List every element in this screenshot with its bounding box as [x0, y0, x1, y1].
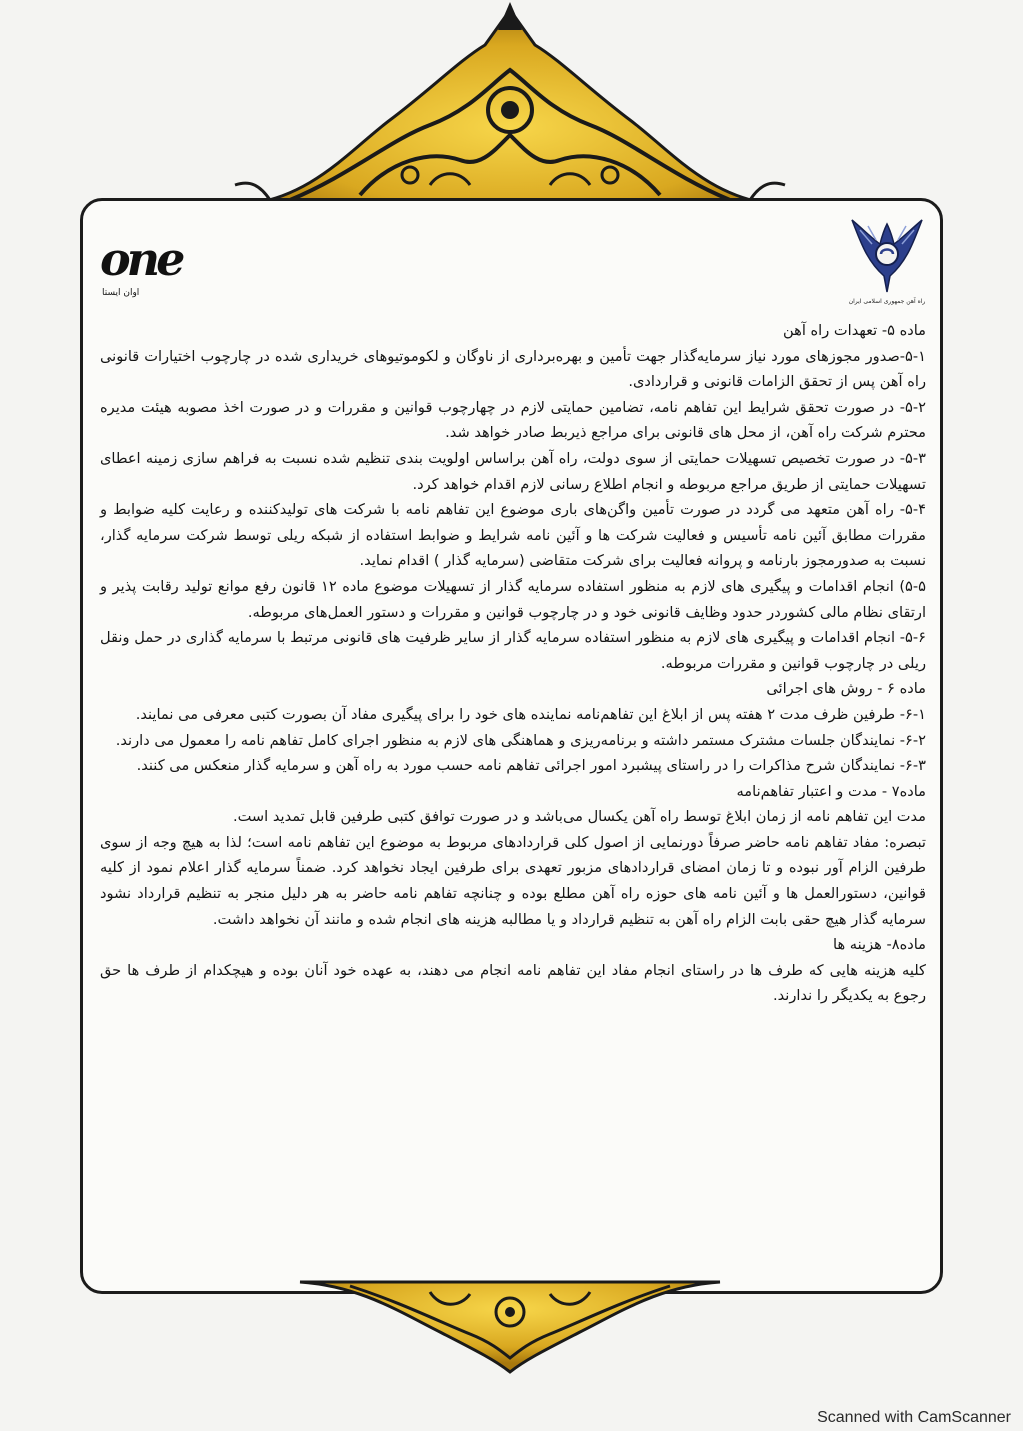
brand-logo-latin: one [100, 232, 182, 286]
winged-emblem-icon [846, 210, 928, 296]
document-body [100, 318, 926, 1009]
clause-6-1: ۶-۱- طرفین ظرف مدت ۲ هفته پس از ابلاغ این تفاهم‌نامه نماینده های خود را برای پیگیری مفاد آن بصورت کتبی معرفی می نمایند. [135, 705, 926, 723]
clause-5-1: ۵-۱-صدور مجوزهای مورد نیاز سرمایه‌گذار جهت تأمین و بهره‌برداری از ناوگان و لکوموتیوهای خریداری شده در چارچوب اختیارات قانونی راه آهن پس از تحقق الزامات قانونی و قراردادی. [100, 347, 926, 391]
clause-5-3: ۵-۳- در صورت تخصیص تسهیلات حمایتی از سوی دولت، راه آهن براساس اولویت بندی تنظیم شده نسبت به فراهم سازی زمینه اعطای تسهیلات حمایتی از طریق مراجع مربوطه و انجام اطلاع رسانی لازم اقدام خواهد کرد. [100, 449, 926, 493]
ornament-top-icon [230, 0, 790, 225]
article-7-note: تبصره: مفاد تفاهم نامه حاضر صرفاً دورنمایی از اصول کلی قراردادهای مربوط به موضوع این تفاهم نامه است؛ لذا به هیچ وجه از سوی طرفین الزام آور نبوده و تا زمان امضای قراردادهای مزبور تعهدی برای طرفین ایجاد نخواهد کرد. ضمناً سرمایه گذار اعلام نمود از کلیه قوانین، دستورالعمل ها و آئین نامه های حوزه راه آهن مطلع بوده و چنانچه تفاهم نامه حاضر به هر دلیل منجر به تنظیم قرارداد نشود سرمایه گذار هیچ حقی بابت الزام راه آهن به تنظیم قرارداد و یا مطالبه هزینه های انجام شده و مانند آن نخواهد داشت. [100, 833, 926, 928]
article-7-text: مدت این تفاهم نامه از زمان ابلاغ توسط راه آهن یکسال می‌باشد و در صورت توافق کتبی طرفین قابل تمدید است. [232, 808, 926, 826]
article-8-heading: ماده۸- هزینه ها [833, 936, 926, 954]
article-8-text: کلیه هزینه هایی که طرف ها در راستای انجام مفاد این تفاهم نامه انجام می دهند، به عهده خود آنان بوده و هیچکدام از طرف ها حق رجوع به یکدیگر را ندارند. [100, 961, 926, 1005]
clause-5-5: ۵-۵) انجام اقدامات و پیگیری های لازم به منظور استفاده سرمایه گذار از تسهیلات موضوع ماده ۱۲ قانون رفع موانع تولید رقابت پذیر و ارتقای نظام مالی کشوردر حدود وظایف قانونی خود و در چارچوب قوانین و مقررات و دستور العمل‌های مربوطه. [100, 577, 926, 621]
brand-logo [100, 232, 190, 304]
article-5-heading: ماده ۵- تعهدات راه آهن [783, 322, 926, 339]
emblem-org-name: راه آهن جمهوری اسلامی ایران [848, 298, 926, 305]
article-6-heading: ماده ۶ - روش های اجرائی [766, 680, 926, 698]
clause-5-6: ۵-۶- انجام اقدامات و پیگیری های لازم به منظور استفاده سرمایه گذار از سایر ظرفیت های قانونی مرتبط با سرمایه گذاری در حمل ونقل ریلی در چارچوب قوانین و مقررات مربوطه. [100, 629, 926, 672]
clause-6-2: ۶-۲- نمایندگان جلسات مشترک مستمر داشته و برنامه‌ریزی و هماهنگی های لازم به منظور اجرای کامل تفاهم نامه را معمول می دارند. [115, 731, 926, 749]
clause-5-4: ۵-۴- راه آهن متعهد می گردد در صورت تأمین واگن‌های باری موضوع این تفاهم نامه با شرکت های تولیدکننده و رعایت کلیه ضوابط و مقررات مطابق آئین نامه تأسیس و فعالیت شرکت ها و آئین نامه شرایط و ضوابط استفاده از شبکه ریلی توسط شرکت سرمایه گذار، نسبت به صدورمجوز بارنامه و پروانه فعالیت برای شرکت متقاضی (سرمایه گذار ) اقدام نماید. [100, 501, 926, 570]
clause-5-2: ۵-۲- در صورت تحقق شرایط این تفاهم نامه، تضامین حمایتی لازم در چهارچوب قوانین و مقررات و در صورت اخذ مصوبه هیئت مدیره محترم شرکت راه آهن، از محل های قانونی برای مراجع ذیربط صادر خواهد شد. [100, 398, 926, 442]
ornament-bottom-icon [290, 1272, 730, 1377]
brand-logo-fa: اوان ایستا [102, 288, 140, 298]
scanner-watermark: Scanned with CamScanner [817, 1409, 1011, 1426]
railway-emblem [846, 210, 928, 310]
clause-6-3: ۶-۳- نمایندگان شرح مذاکرات را در راستای پیشبرد امور اجرائی تفاهم نامه حسب مورد به راه آهن و سرمایه گذار منعکس می کنند. [136, 757, 926, 775]
article-7-heading: ماده۷ - مدت و اعتبار تفاهم‌نامه [736, 782, 926, 800]
